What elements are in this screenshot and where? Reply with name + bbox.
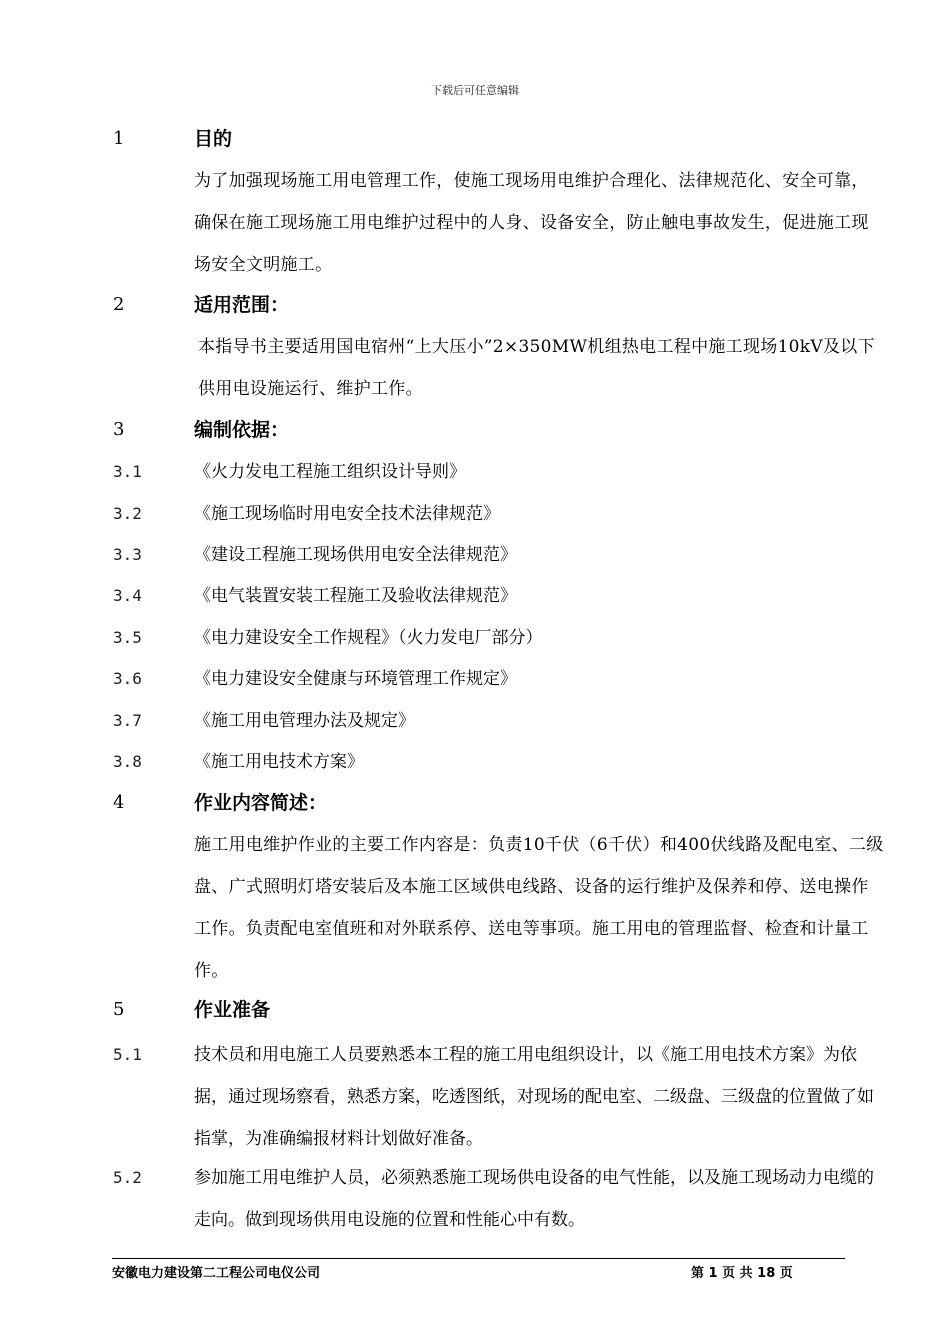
section-number: 1 [113,128,125,149]
item-number: 5.1 [113,1045,142,1064]
item-number: 3.7 [113,711,142,730]
item-number: 5.2 [113,1168,142,1187]
section-number: 4 [113,792,125,813]
footer-page-info: 第 1 页 共 18 页 [691,1266,793,1281]
item-text: 技术员和用电施工人员要熟悉本工程的施工用电组织设计，以《施工用电技术方案》为依据，通过现场察看，熟悉方案，吃透图纸，对现场的配电室、二级盘、三级盘的位置做了如指掌，为准确编报材料计划做好准备。 [194,1045,874,1149]
item-text: 参加施工用电维护人员，必须熟悉施工现场供电设备的电气性能，以及施工现场动力电缆的走向。做到现场供用电设施的位置和性能心中有数。 [194,1168,874,1230]
item-text: 《施工现场临时用电安全技术法律规范》 [194,504,500,524]
section-1-body: 为了加强现场施工用电管理工作，使施工现场用电维护合理化、法律规范化、安全可靠，确保在施工现场施工用电维护过程中的人身、设备安全，防止触电事故发生，促进施工现场安全文明施工。 [194,171,869,275]
section-title: 编制依据： [194,419,290,441]
section-2-body: 本指导书主要适用国电宿州“上大压小”2×350MW机组热电工程中施工现场10kV及以下供用电设施运行、维护工作。 [198,337,875,399]
item-number: 3.3 [113,545,142,564]
item-number: 3.5 [113,628,142,647]
item-text: 《施工用电管理办法及规定》 [194,711,415,731]
item-text: 《电气装置安装工程施工及验收法律规范》 [194,586,517,606]
header-note: 下载后可任意编辑 [431,84,519,97]
item-text: 《电力建设安全工作规程》（火力发电厂部分） [194,628,543,648]
section-title: 作业准备 [194,999,271,1021]
section-title: 适用范围： [194,294,290,316]
section-number: 3 [113,419,125,440]
section-title: 目的 [194,128,233,150]
item-number: 3.6 [113,669,142,688]
footer-divider [112,1258,845,1259]
item-text: 《电力建设安全健康与环境管理工作规定》 [194,669,517,689]
item-number: 3.8 [113,752,142,771]
item-text: 《建设工程施工现场供用电安全法律规范》 [194,545,517,565]
section-number: 2 [113,294,125,315]
section-number: 5 [113,999,125,1020]
item-number: 3.4 [113,586,142,605]
item-text: 《施工用电技术方案》 [194,752,364,772]
section-title: 作业内容简述： [194,792,328,814]
item-number: 3.1 [113,462,142,481]
section-4-body: 施工用电维护作业的主要工作内容是：负责10千伏（6千伏）和400伏线路及配电室、二级盘、广式照明灯塔安装后及本施工区域供电线路、设备的运行维护及保养和停、送电操作工作。负责配电室值班和对外联系停、送电等事项。施工用电的管理监督、检查和计量工作。 [194,835,884,981]
item-number: 3.2 [113,504,142,523]
item-text: 《火力发电工程施工组织设计导则》 [194,462,466,482]
footer-company: 安徽电力建设第二工程公司电仪公司 [112,1266,321,1281]
